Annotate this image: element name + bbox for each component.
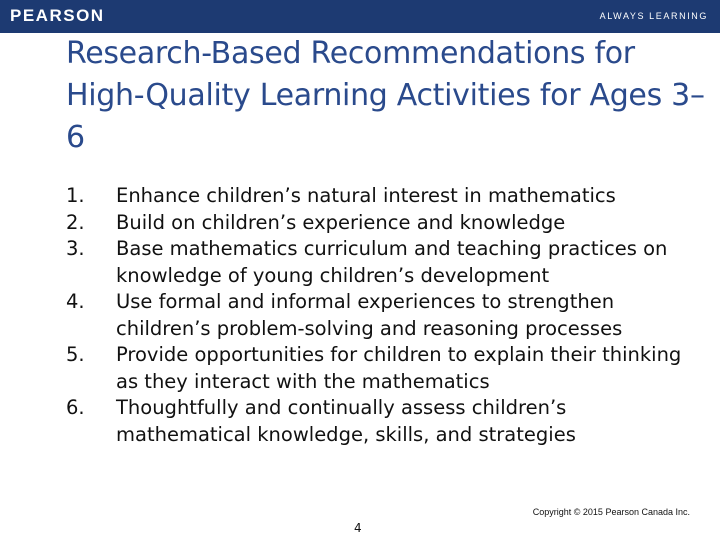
item-number: 2. [66, 210, 85, 234]
header-bar [0, 0, 720, 33]
tagline: ALWAYS LEARNING [599, 11, 708, 21]
item-text: Thoughtfully and continually assess children’s mathematical knowledge, skills, and strategies [116, 396, 576, 446]
recommendations-list [66, 183, 706, 448]
item-text: Provide opportunities for children to explain their thinking as they interact with the mathematics [116, 343, 682, 393]
item-text: Enhance children’s natural interest in mathematics [116, 184, 616, 207]
page-number: 4 [354, 521, 362, 535]
list-item [66, 210, 706, 237]
item-text: Build on children’s experience and knowledge [116, 210, 566, 234]
item-text: Use formal and informal experiences to strengthen children’s problem-solving and reasoning processes [116, 290, 623, 340]
list-item [66, 289, 706, 342]
pearson-logo: PEARSON [10, 6, 105, 25]
list-item [66, 395, 706, 448]
item-number: 1. [66, 184, 85, 207]
item-number: 4. [66, 290, 85, 313]
list-item [66, 183, 706, 210]
copyright-notice: Copyright © 2015 Pearson Canada Inc. [532, 507, 690, 517]
list-item [66, 342, 706, 395]
list-item [66, 236, 706, 289]
item-number: 5. [66, 343, 85, 366]
slide-title: Research-Based Recommendations for High-Quality Learning Activities for Ages 3–6 [66, 36, 705, 155]
item-number: 6. [66, 396, 85, 419]
item-number: 3. [66, 237, 85, 260]
item-text: Base mathematics curriculum and teaching practices on knowledge of young children’s development [116, 237, 668, 287]
